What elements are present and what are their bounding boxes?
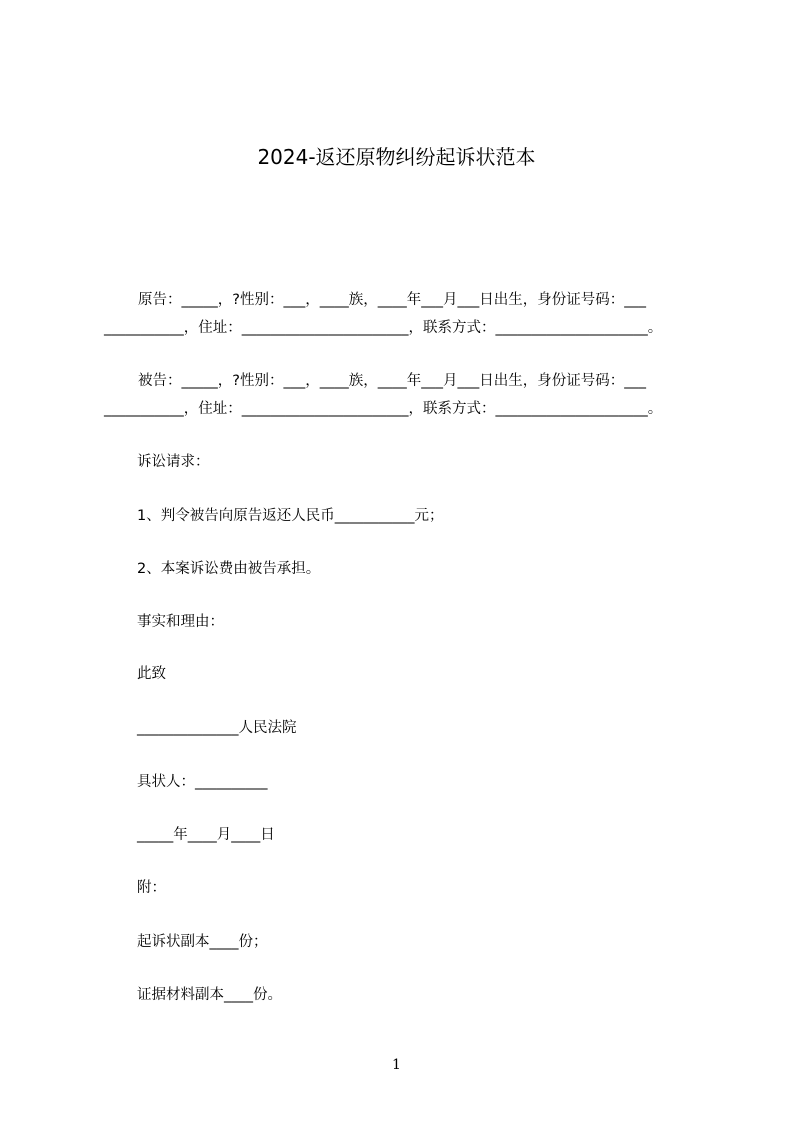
plaintiff-line-2: ___________，住址：_______________________，联系方式：_____________________。 [104,320,663,336]
date-line: _____年____月____日 [137,827,275,843]
plaintiff-paragraph [104,286,704,342]
claims-heading: 诉讼请求： [137,454,210,470]
signer-line: 具状人：__________ [137,774,268,790]
attachments-heading: 附： [137,880,166,896]
facts-heading: 事实和理由： [137,614,224,630]
salutation: 此致 [137,666,166,682]
claim-item-2: 2、本案诉讼费由被告承担。 [137,561,321,577]
claim-item-1: 1、判令被告向原告返还人民币___________元； [137,508,444,524]
defendant-paragraph [104,367,704,423]
defendant-line-1: 被告：_____，?性别：___，____族，____年___月___日出生，身份证号码：___ [138,373,646,389]
page-title: 2024-返还原物纠纷起诉状范本 [257,145,536,169]
court-line: ______________人民法院 [137,720,297,736]
attachment-item-2: 证据材料副本____份。 [137,987,282,1003]
page-number: 1 [392,1057,401,1073]
attachment-item-1: 起诉状副本____份； [137,934,268,950]
defendant-line-2: ___________，住址：_______________________，联系方式：_____________________。 [104,401,663,417]
plaintiff-line-1: 原告：_____，?性别：___，____族，____年___月___日出生，身份证号码：___ [138,292,646,308]
